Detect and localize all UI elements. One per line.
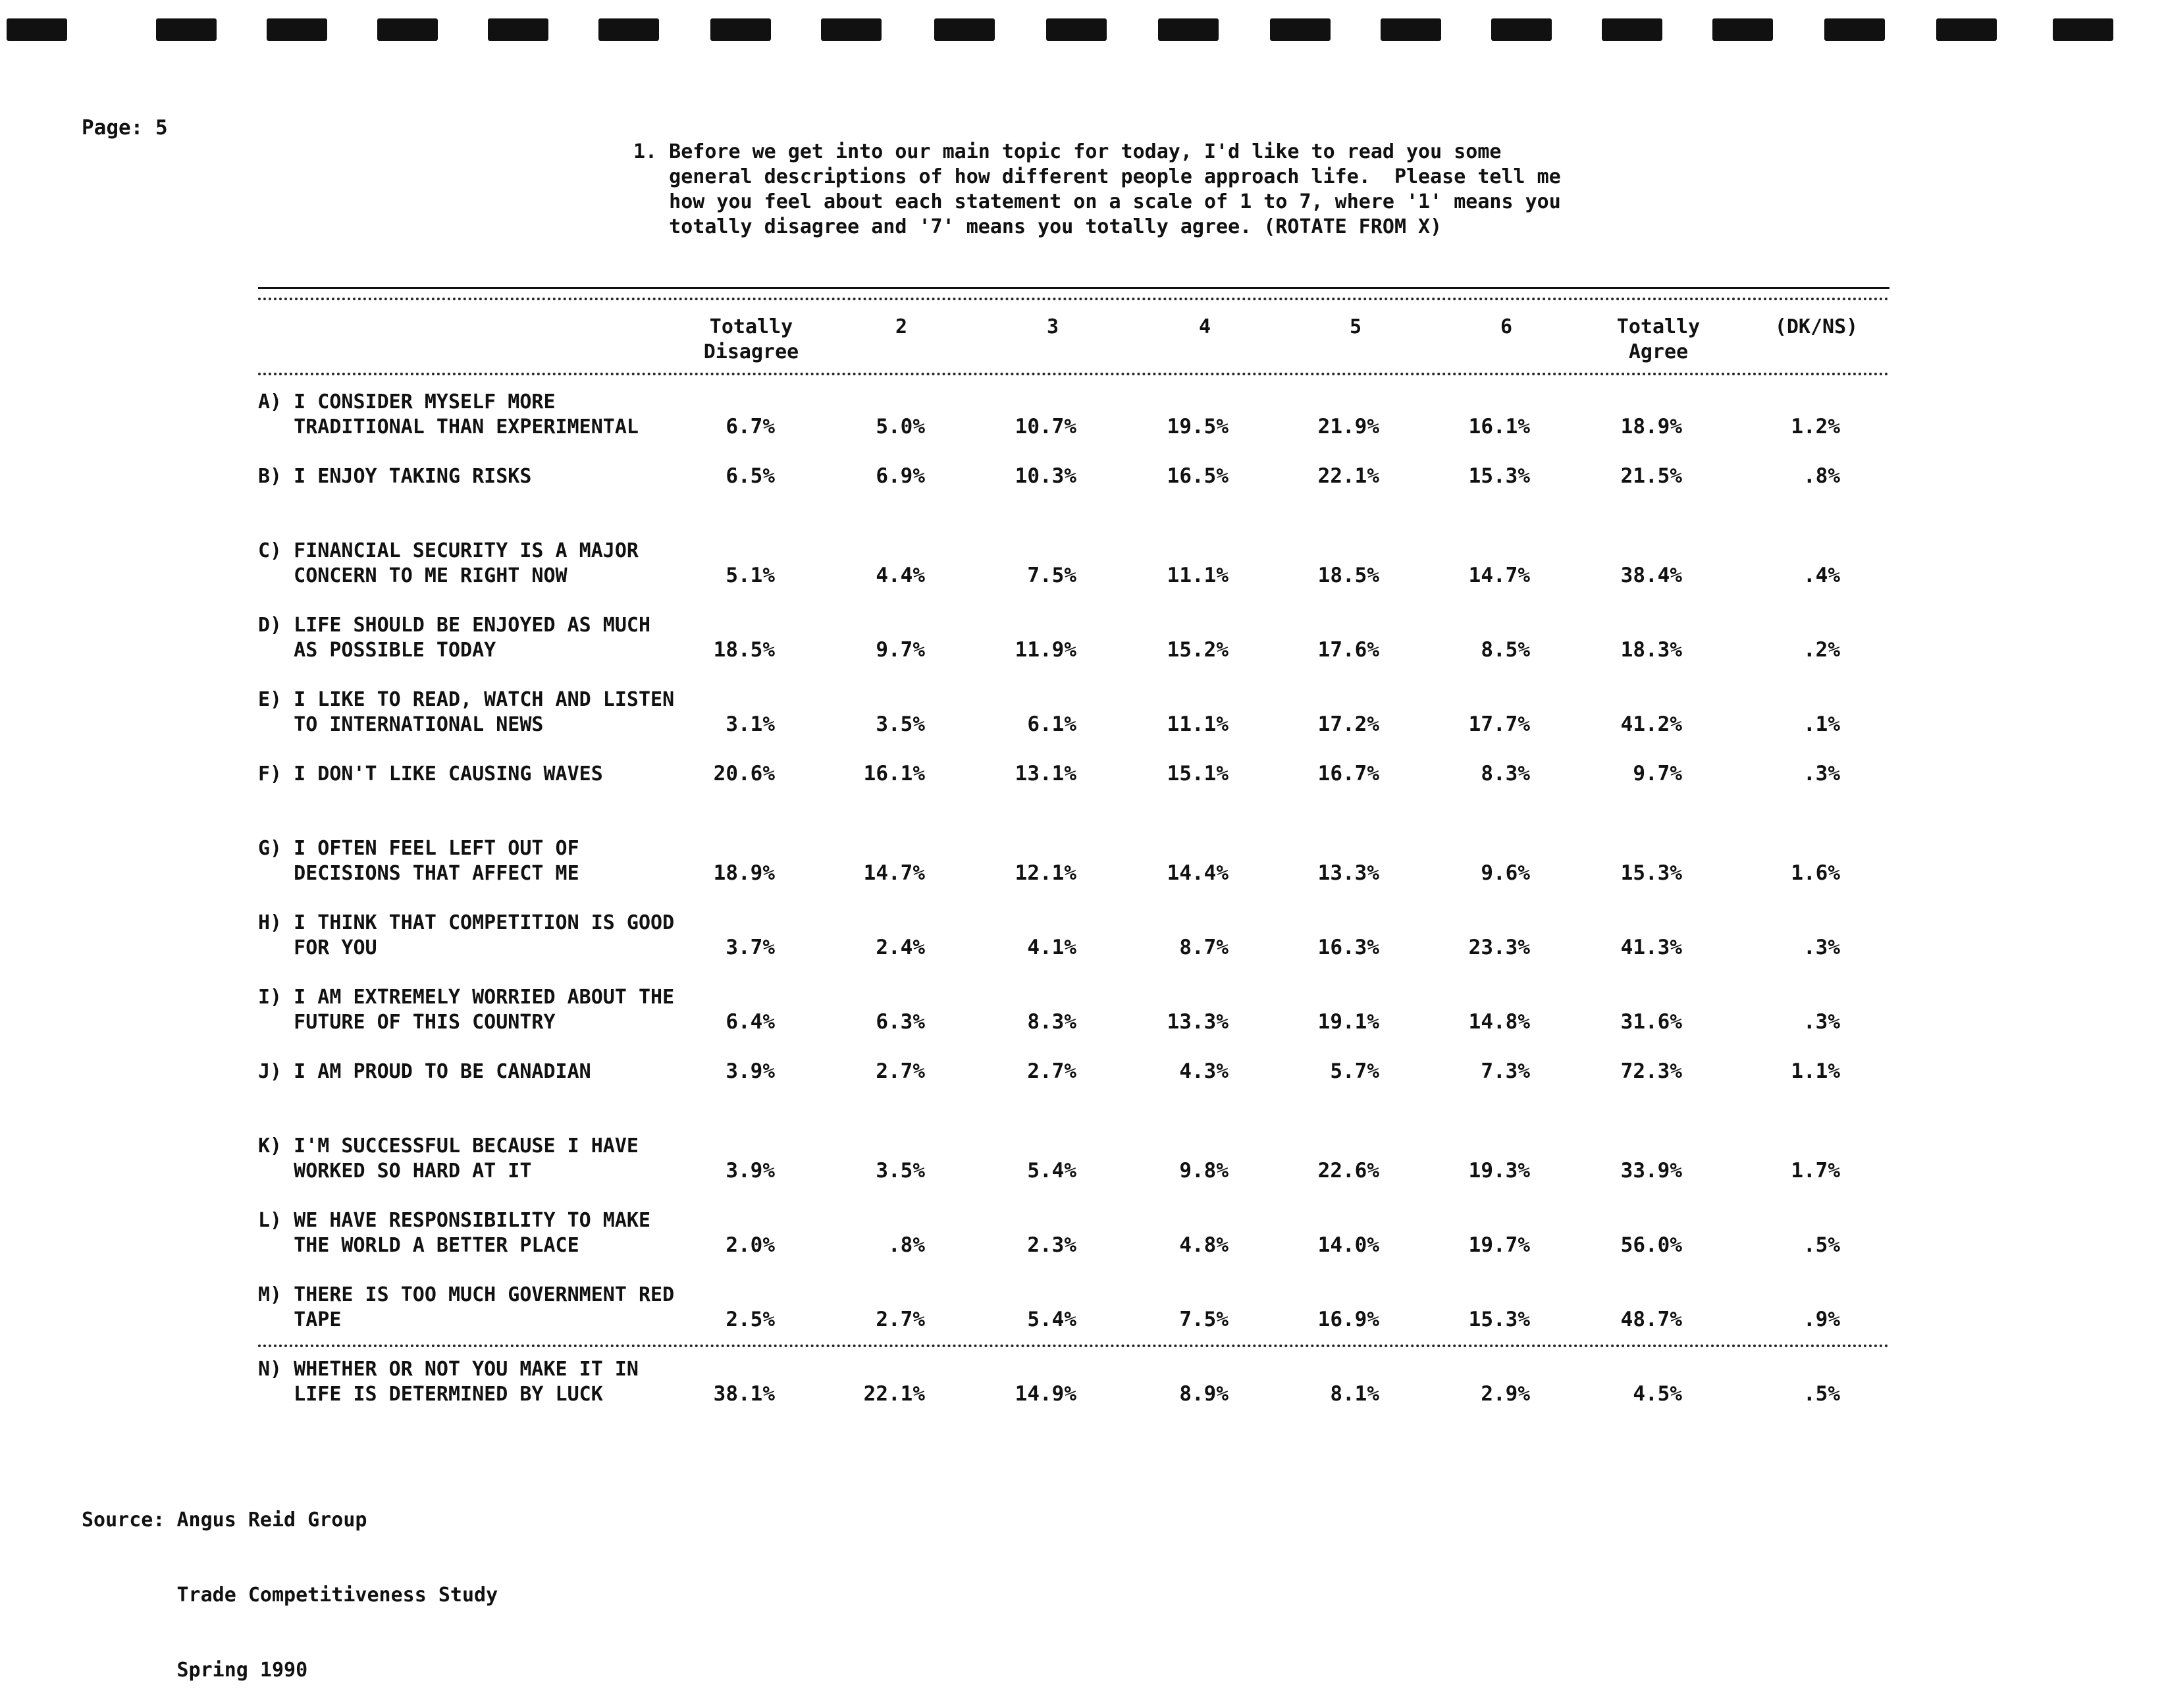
value-cell: 8.5% bbox=[1481, 638, 1530, 662]
source-line: Trade Competitiveness Study bbox=[82, 1584, 498, 1607]
value-cell: 16.7% bbox=[1317, 762, 1379, 786]
value-cell: .5% bbox=[1803, 1233, 1840, 1257]
value-cell: 6.7% bbox=[726, 415, 775, 439]
value-cell: 1.7% bbox=[1791, 1159, 1840, 1183]
table-row bbox=[0, 1357, 2166, 1423]
statement-line: D) LIFE SHOULD BE ENJOYED AS MUCH bbox=[258, 614, 651, 637]
value-cell: 11.9% bbox=[1015, 638, 1076, 662]
statement-label bbox=[258, 762, 603, 787]
value-cell: 13.3% bbox=[1167, 1010, 1228, 1034]
value-cell: 3.7% bbox=[726, 936, 775, 959]
value-cell: 33.9% bbox=[1620, 1159, 1682, 1183]
statement-line: L) WE HAVE RESPONSIBILITY TO MAKE bbox=[258, 1209, 651, 1232]
question-line: general descriptions of how different people approach life. Please tell me bbox=[633, 165, 1561, 188]
statement-line: B) I ENJOY TAKING RISKS bbox=[258, 465, 532, 488]
value-cell: 15.3% bbox=[1468, 464, 1530, 488]
value-cell: 3.5% bbox=[876, 712, 925, 736]
column-header bbox=[1283, 315, 1428, 340]
value-cell: 2.5% bbox=[726, 1308, 775, 1331]
value-cell: 15.1% bbox=[1167, 762, 1228, 786]
source-line: Spring 1990 bbox=[82, 1659, 308, 1682]
column-header bbox=[1744, 315, 1889, 340]
value-cell: 7.5% bbox=[1179, 1308, 1228, 1331]
statement-line: K) I'M SUCCESSFUL BECAUSE I HAVE bbox=[258, 1134, 639, 1158]
value-cell: 5.1% bbox=[726, 564, 775, 587]
statement-line: G) I OFTEN FEEL LEFT OUT OF bbox=[258, 837, 579, 860]
value-cell: 23.3% bbox=[1468, 936, 1530, 959]
statement-label bbox=[258, 836, 579, 886]
value-cell: 2.0% bbox=[726, 1233, 775, 1257]
value-cell: 8.7% bbox=[1179, 936, 1228, 959]
statement-line: CONCERN TO ME RIGHT NOW bbox=[258, 564, 568, 587]
binder-hole bbox=[934, 18, 995, 41]
binder-hole bbox=[1602, 18, 1662, 41]
value-cell: 10.7% bbox=[1015, 415, 1076, 439]
value-cell: 22.1% bbox=[1317, 464, 1379, 488]
column-header-line: Agree bbox=[1628, 340, 1689, 363]
value-cell: 5.7% bbox=[1330, 1059, 1379, 1083]
statement-line: H) I THINK THAT COMPETITION IS GOOD bbox=[258, 911, 675, 934]
value-cell: 8.9% bbox=[1179, 1382, 1228, 1406]
statement-line: AS POSSIBLE TODAY bbox=[258, 639, 496, 662]
value-cell: 4.8% bbox=[1179, 1233, 1228, 1257]
source-line: Source: Angus Reid Group bbox=[82, 1508, 367, 1532]
binder-hole bbox=[156, 18, 217, 41]
value-cell: 3.9% bbox=[726, 1059, 775, 1083]
value-cell: .8% bbox=[888, 1233, 925, 1257]
value-cell: 9.7% bbox=[1633, 762, 1682, 786]
table-top-rule bbox=[258, 287, 1889, 289]
statement-line: WORKED SO HARD AT IT bbox=[258, 1160, 532, 1183]
binder-hole bbox=[377, 18, 438, 41]
value-cell: 18.5% bbox=[1317, 564, 1379, 587]
statement-label bbox=[258, 1059, 591, 1084]
value-cell: .3% bbox=[1803, 1010, 1840, 1034]
statement-label bbox=[258, 1208, 650, 1258]
statement-line: C) FINANCIAL SECURITY IS A MAJOR bbox=[258, 539, 639, 562]
column-header bbox=[679, 315, 824, 365]
value-cell: 3.5% bbox=[876, 1159, 925, 1183]
value-cell: 20.6% bbox=[713, 762, 775, 786]
column-header bbox=[1586, 315, 1731, 365]
value-cell: 7.3% bbox=[1481, 1059, 1530, 1083]
value-cell: 9.8% bbox=[1179, 1159, 1228, 1183]
statement-line: E) I LIKE TO READ, WATCH AND LISTEN bbox=[258, 688, 675, 711]
statement-label bbox=[258, 1357, 639, 1407]
binder-hole bbox=[1270, 18, 1331, 41]
value-cell: 15.3% bbox=[1468, 1308, 1530, 1331]
question-line: 1. Before we get into our main topic for today, I'd like to read you some bbox=[633, 140, 1502, 163]
table-row bbox=[0, 613, 2166, 679]
value-cell: 14.8% bbox=[1468, 1010, 1530, 1034]
statement-line: TAPE bbox=[258, 1308, 342, 1331]
statement-label bbox=[258, 1283, 674, 1333]
binder-hole bbox=[1381, 18, 1441, 41]
value-cell: 14.7% bbox=[1468, 564, 1530, 587]
value-cell: 2.9% bbox=[1481, 1382, 1530, 1406]
value-cell: .8% bbox=[1803, 464, 1840, 488]
binder-hole bbox=[1158, 18, 1219, 41]
value-cell: 18.9% bbox=[1620, 415, 1682, 439]
binder-hole bbox=[267, 18, 327, 41]
column-header-line: (DK/NS) bbox=[1774, 315, 1859, 338]
binder-hole bbox=[1936, 18, 1997, 41]
value-cell: .1% bbox=[1803, 712, 1840, 736]
value-cell: 15.3% bbox=[1620, 861, 1682, 885]
table-row bbox=[0, 1134, 2166, 1200]
table-row bbox=[0, 762, 2166, 828]
column-header bbox=[1132, 315, 1277, 340]
value-cell: 1.1% bbox=[1791, 1059, 1840, 1083]
column-header-line: 4 bbox=[1198, 315, 1211, 338]
statement-line: A) I CONSIDER MYSELF MORE bbox=[258, 390, 556, 414]
value-cell: .4% bbox=[1803, 564, 1840, 587]
table-bottom-dashed-rule bbox=[258, 1345, 1889, 1347]
value-cell: 17.6% bbox=[1317, 638, 1379, 662]
binder-holes bbox=[0, 18, 2166, 41]
binder-hole bbox=[1046, 18, 1107, 41]
binder-hole bbox=[1824, 18, 1885, 41]
value-cell: 5.0% bbox=[876, 415, 925, 439]
table-row bbox=[0, 687, 2166, 753]
binder-hole bbox=[2053, 18, 2113, 41]
column-header-line: 5 bbox=[1349, 315, 1362, 338]
value-cell: 12.1% bbox=[1015, 861, 1076, 885]
binder-hole bbox=[821, 18, 882, 41]
value-cell: 6.3% bbox=[876, 1010, 925, 1034]
question-line: totally disagree and '7' means you totally agree. (ROTATE FROM X) bbox=[633, 215, 1442, 238]
value-cell: 6.5% bbox=[726, 464, 775, 488]
statement-line: J) I AM PROUD TO BE CANADIAN bbox=[258, 1060, 591, 1083]
statement-label bbox=[258, 985, 674, 1035]
value-cell: 13.1% bbox=[1015, 762, 1076, 786]
table-row bbox=[0, 1208, 2166, 1274]
value-cell: 8.1% bbox=[1330, 1382, 1379, 1406]
column-header-line: 2 bbox=[895, 315, 908, 338]
value-cell: 13.3% bbox=[1317, 861, 1379, 885]
binder-hole bbox=[710, 18, 771, 41]
value-cell: 14.9% bbox=[1015, 1382, 1076, 1406]
value-cell: 18.9% bbox=[713, 861, 775, 885]
value-cell: .9% bbox=[1803, 1308, 1840, 1331]
value-cell: 19.3% bbox=[1468, 1159, 1530, 1183]
statement-line: F) I DON'T LIKE CAUSING WAVES bbox=[258, 762, 603, 786]
value-cell: 38.4% bbox=[1620, 564, 1682, 587]
value-cell: 9.7% bbox=[876, 638, 925, 662]
value-cell: 14.4% bbox=[1167, 861, 1228, 885]
binder-hole bbox=[598, 18, 659, 41]
table-row bbox=[0, 985, 2166, 1051]
column-header bbox=[1434, 315, 1579, 340]
value-cell: 19.1% bbox=[1317, 1010, 1379, 1034]
table-row bbox=[0, 836, 2166, 902]
value-cell: 19.7% bbox=[1468, 1233, 1530, 1257]
value-cell: 21.9% bbox=[1317, 415, 1379, 439]
header-dashed-rule bbox=[258, 373, 1889, 375]
question-text bbox=[633, 140, 1561, 240]
binder-hole bbox=[7, 18, 67, 41]
value-cell: 8.3% bbox=[1481, 762, 1530, 786]
table-top-dashed-rule bbox=[258, 298, 1889, 300]
binder-hole bbox=[488, 18, 548, 41]
value-cell: 11.1% bbox=[1167, 564, 1228, 587]
value-cell: .2% bbox=[1803, 638, 1840, 662]
statement-label bbox=[258, 911, 674, 961]
value-cell: 19.5% bbox=[1167, 415, 1228, 439]
statement-label bbox=[258, 613, 650, 663]
table-row bbox=[0, 390, 2166, 456]
table-row bbox=[0, 911, 2166, 976]
statement-line: DECISIONS THAT AFFECT ME bbox=[258, 862, 579, 885]
value-cell: 15.2% bbox=[1167, 638, 1228, 662]
value-cell: 2.7% bbox=[1027, 1059, 1076, 1083]
value-cell: 18.5% bbox=[713, 638, 775, 662]
value-cell: 48.7% bbox=[1620, 1308, 1682, 1331]
statement-line: TRADITIONAL THAN EXPERIMENTAL bbox=[258, 415, 639, 439]
statement-line: TO INTERNATIONAL NEWS bbox=[258, 713, 544, 736]
value-cell: 4.4% bbox=[876, 564, 925, 587]
value-cell: 17.2% bbox=[1317, 712, 1379, 736]
value-cell: 38.1% bbox=[713, 1382, 775, 1406]
binder-hole bbox=[1712, 18, 1773, 41]
statement-label bbox=[258, 1134, 639, 1184]
value-cell: 16.1% bbox=[863, 762, 925, 786]
column-header-line: 6 bbox=[1500, 315, 1513, 338]
value-cell: 6.4% bbox=[726, 1010, 775, 1034]
value-cell: 1.6% bbox=[1791, 861, 1840, 885]
value-cell: 14.7% bbox=[863, 861, 925, 885]
statement-label bbox=[258, 390, 639, 440]
value-cell: 3.9% bbox=[726, 1159, 775, 1183]
value-cell: 2.4% bbox=[876, 936, 925, 959]
value-cell: 21.5% bbox=[1620, 464, 1682, 488]
value-cell: 2.3% bbox=[1027, 1233, 1076, 1257]
question-line: how you feel about each statement on a scale of 1 to 7, where '1' means you bbox=[633, 190, 1561, 213]
statement-line: M) THERE IS TOO MUCH GOVERNMENT RED bbox=[258, 1283, 675, 1306]
value-cell: 16.5% bbox=[1167, 464, 1228, 488]
value-cell: 4.3% bbox=[1179, 1059, 1228, 1083]
column-header-line: Totally bbox=[1616, 315, 1701, 338]
value-cell: 10.3% bbox=[1015, 464, 1076, 488]
value-cell: .3% bbox=[1803, 762, 1840, 786]
column-header bbox=[980, 315, 1125, 340]
source-note bbox=[82, 1458, 498, 1708]
table-row bbox=[0, 1059, 2166, 1125]
value-cell: 2.7% bbox=[876, 1308, 925, 1331]
value-cell: 56.0% bbox=[1620, 1233, 1682, 1257]
value-cell: 1.2% bbox=[1791, 415, 1840, 439]
statement-line: THE WORLD A BETTER PLACE bbox=[258, 1234, 579, 1257]
value-cell: 14.0% bbox=[1317, 1233, 1379, 1257]
column-header bbox=[829, 315, 974, 340]
statement-line: LIFE IS DETERMINED BY LUCK bbox=[258, 1383, 603, 1406]
statement-line: FUTURE OF THIS COUNTRY bbox=[258, 1011, 556, 1034]
value-cell: 16.9% bbox=[1317, 1308, 1379, 1331]
value-cell: 6.9% bbox=[876, 464, 925, 488]
value-cell: 41.3% bbox=[1620, 936, 1682, 959]
value-cell: 4.5% bbox=[1633, 1382, 1682, 1406]
statement-label bbox=[258, 687, 674, 737]
table-row bbox=[0, 464, 2166, 530]
page-number: Page: 5 bbox=[82, 116, 168, 140]
value-cell: 41.2% bbox=[1620, 712, 1682, 736]
table-row bbox=[0, 539, 2166, 604]
statement-label bbox=[258, 464, 531, 489]
value-cell: 17.7% bbox=[1468, 712, 1530, 736]
value-cell: 8.3% bbox=[1027, 1010, 1076, 1034]
value-cell: 18.3% bbox=[1620, 638, 1682, 662]
value-cell: 7.5% bbox=[1027, 564, 1076, 587]
value-cell: 16.3% bbox=[1317, 936, 1379, 959]
statement-line: N) WHETHER OR NOT YOU MAKE IT IN bbox=[258, 1358, 639, 1381]
statement-line: FOR YOU bbox=[258, 936, 377, 959]
value-cell: 2.7% bbox=[876, 1059, 925, 1083]
column-header-line: 3 bbox=[1046, 315, 1059, 338]
binder-hole bbox=[1491, 18, 1552, 41]
column-header-line: Totally bbox=[709, 315, 793, 338]
value-cell: 72.3% bbox=[1620, 1059, 1682, 1083]
value-cell: 22.6% bbox=[1317, 1159, 1379, 1183]
value-cell: .5% bbox=[1803, 1382, 1840, 1406]
value-cell: 11.1% bbox=[1167, 712, 1228, 736]
value-cell: 5.4% bbox=[1027, 1159, 1076, 1183]
column-header-line: Disagree bbox=[703, 340, 799, 363]
value-cell: 22.1% bbox=[863, 1382, 925, 1406]
value-cell: 3.1% bbox=[726, 712, 775, 736]
value-cell: 16.1% bbox=[1468, 415, 1530, 439]
value-cell: 9.6% bbox=[1481, 861, 1530, 885]
value-cell: 31.6% bbox=[1620, 1010, 1682, 1034]
statement-label bbox=[258, 539, 639, 589]
table-row bbox=[0, 1283, 2166, 1348]
value-cell: .3% bbox=[1803, 936, 1840, 959]
value-cell: 6.1% bbox=[1027, 712, 1076, 736]
statement-line: I) I AM EXTREMELY WORRIED ABOUT THE bbox=[258, 986, 675, 1009]
value-cell: 5.4% bbox=[1027, 1308, 1076, 1331]
value-cell: 4.1% bbox=[1027, 936, 1076, 959]
